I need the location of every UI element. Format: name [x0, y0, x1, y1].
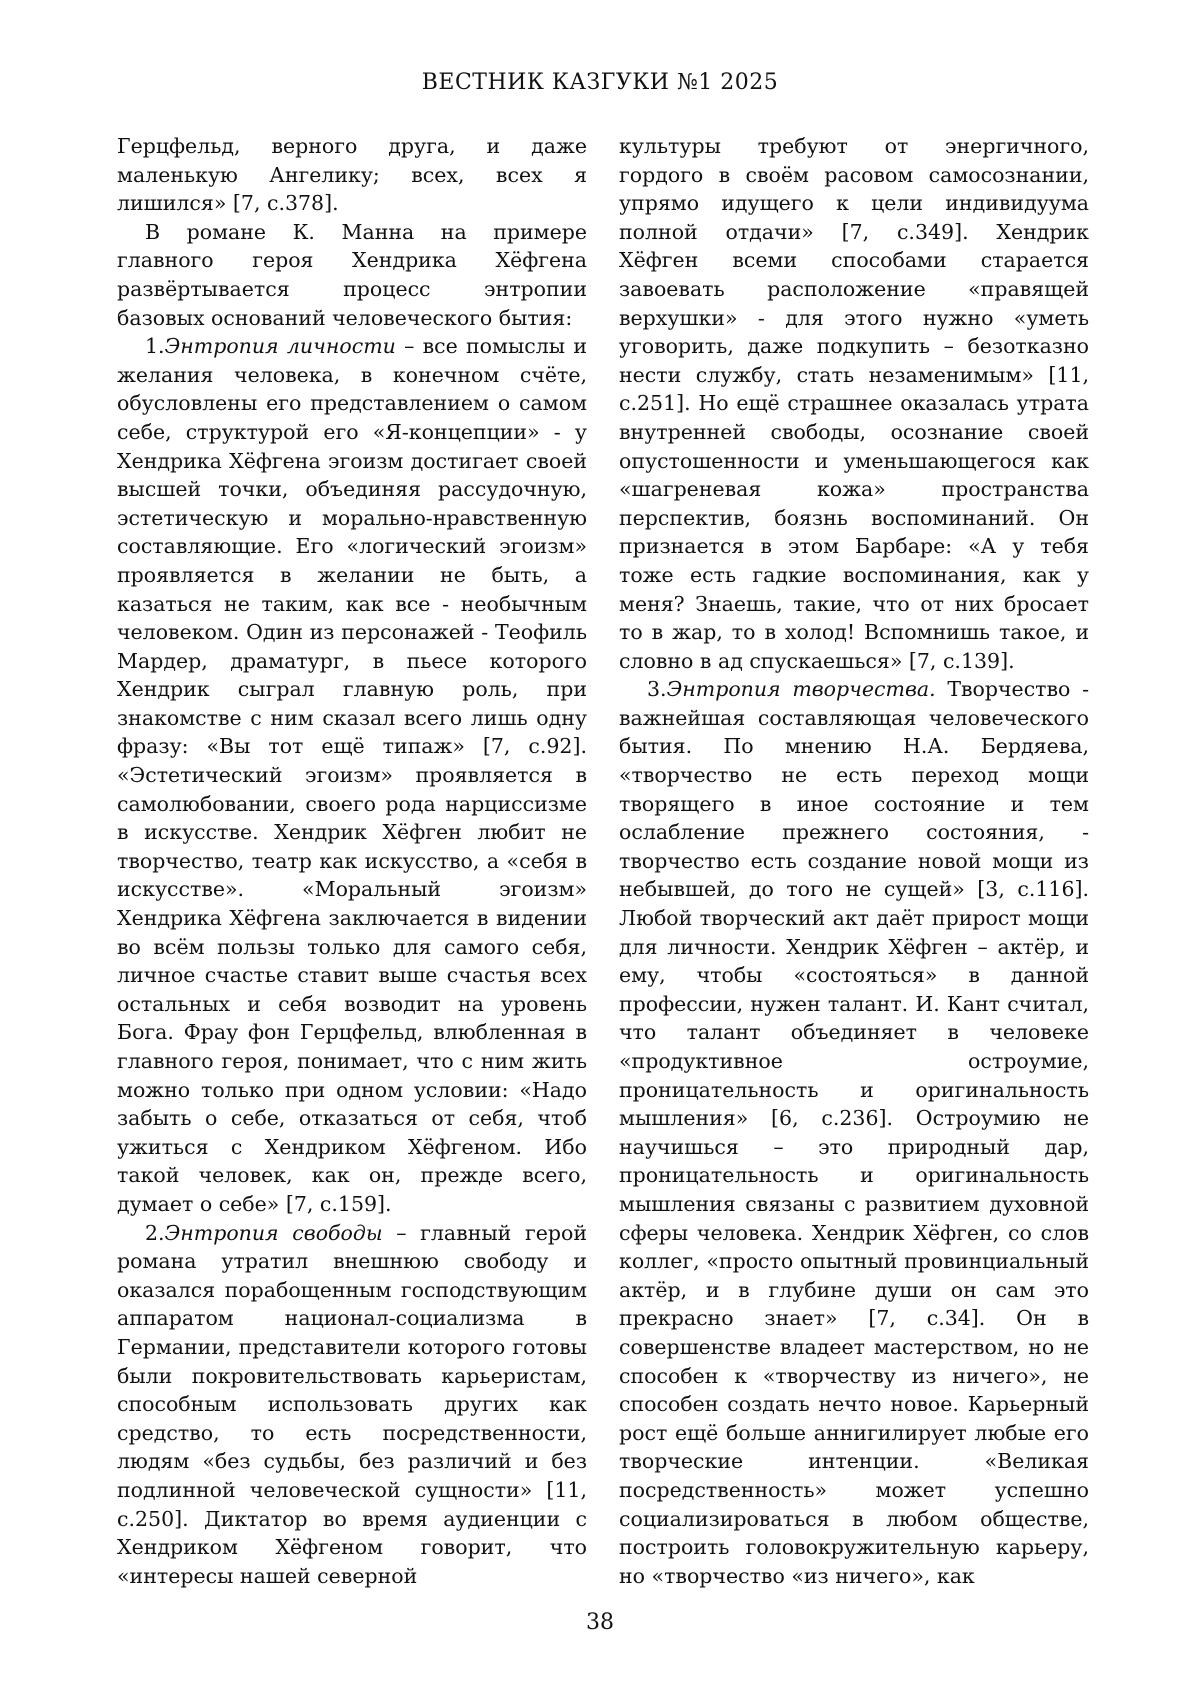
paragraph [117, 332, 587, 1218]
term-italic: Энтропия творчества. [666, 677, 936, 702]
left-column [117, 132, 587, 1590]
paragraph [117, 1219, 587, 1591]
paragraph-text: – главный герой романа утратил внешнюю свободу и оказался порабощенным господствующим аппаратом национал-социализма в Германии, представители которого готовы были покровительствовать карьеристам, способным использовать других как средство, то есть посредственности, людям «без судьбы, без различий и без подлинной человеческой сущности» [11, с.250]. Диктатор во время аудиенции с Хендриком Хёфгеном говорит, что «интересы нашей северной [117, 1220, 587, 1588]
right-column [619, 132, 1089, 1590]
term-italic: Энтропия личности [164, 334, 396, 359]
paragraph: Герцфельд, верного друга, и даже маленькую Ангелику; всех, всех я лишился» [7, с.378]. [117, 134, 587, 216]
page-number: 38 [586, 1610, 614, 1635]
journal-header: ВЕСТНИК КАЗГУКИ №1 2025 [421, 70, 779, 95]
list-number: 3. [647, 677, 667, 702]
list-number: 2. [145, 1220, 165, 1245]
term-italic: Энтропия свободы [164, 1220, 383, 1245]
paragraph: В романе К. Манна на примере главного героя Хендрика Хёфгена развёртывается процесс энтропии базовых оснований человеческого бытия: [117, 219, 587, 330]
paragraph [619, 675, 1089, 1590]
paragraph-text: – все помыслы и желания человека, в конечном счёте, обусловлены его представлением о самом себе, структурой его «Я-концепции» - у Хендрика Хёфгена эгоизм достигает своей высшей точки, объединяя рассудочную, эстетическую и морально-нравственную составляющие. Его «логический эгоизм» проявляется в желании не быть, а казаться не таким, как все - необычным человеком. Один из персонажей - Теофиль Мардер, драматург, в пьесе которого Хендрик сыграл главную роль, при знакомстве с ним сказал всего лишь одну фразу: «Вы тот ещё типаж» [7, с.92]. «Эстетический эгоизм» проявляется в самолюбовании, своего рода нарциссизме в искусстве. Хендрик Хёфген любит не творчество, театр как искусство, а «себя в искусстве». «Моральный эгоизм» Хендрика Хёфгена заключается в видении во всём пользы только для самого себя, личное счастье ставит выше счастья всех остальных и себя возводит на уровень Бога. Фрау фон Герцфельд, влюбленная в главного героя, понимает, что с ним жить можно только при одном условии: «Надо забыть о себе, отказаться от себя, чтоб ужиться с Хендриком Хёфгеном. Ибо такой человек, как он, прежде всего, думает о себе» [7, с.159]. [117, 334, 587, 1216]
paragraph: культуры требуют от энергичного, гордого в своём расовом самосознании, упрямо идущего к цели индивидуума полной отдачи» [7, с.349]. Хендрик Хёфген всеми способами старается завоевать расположение «правящей верхушки» - для этого нужно «уметь уговорить, даже подкупить – безотказно нести службу, стать незаменимым» [11, с.251]. Но ещё страшнее оказалась утрата внутренней свободы, осознание своей опустошенности и уменьшающегося как «шагреневая кожа» пространства перспектив, боязнь воспоминаний. Он признается в этом Барбаре: «А у тебя тоже есть гадкие воспоминания, как у меня? Знаешь, такие, что от них бросает то в жар, то в холод! Вспомнишь такое, и словно в ад спускаешься» [7, с.139]. [619, 134, 1089, 673]
list-number: 1. [145, 334, 165, 359]
paragraph-text: Творчество - важнейшая составляющая человеческого бытия. По мнению Н.А. Бердяева, «творчество не есть переход мощи творящего в иное состояние и тем ослабление прежнего состояния, - творчество есть создание новой мощи из небывшей, до того не сущей» [3, с.116]. Любой творческий акт даёт прирост мощи для личности. Хендрик Хёфген – актёр, и ему, чтобы «состояться» в данной профессии, нужен талант. И. Кант считал, что талант объединяет в человеке «продуктивное остроумие, проницательность и оригинальность мышления» [6, с.236]. Остроумию не научишься – это природный дар, проницательность и оригинальность мышления связаны с развитием духовной сферы человека. Хендрик Хёфген, со слов коллег, «просто опытный провинциальный актёр, и в глубине души он сам это прекрасно знает» [7, с.34]. Он в совершенстве владеет мастерством, но не способен к «творчеству из ничего», не способен создать нечто новое. Карьерный рост ещё больше аннигилирует любые его творческие интенции. «Великая посредственность» может успешно социализироваться в любом обществе, построить головокружительную карьеру, но «творчество «из ничего», как [619, 677, 1090, 1588]
